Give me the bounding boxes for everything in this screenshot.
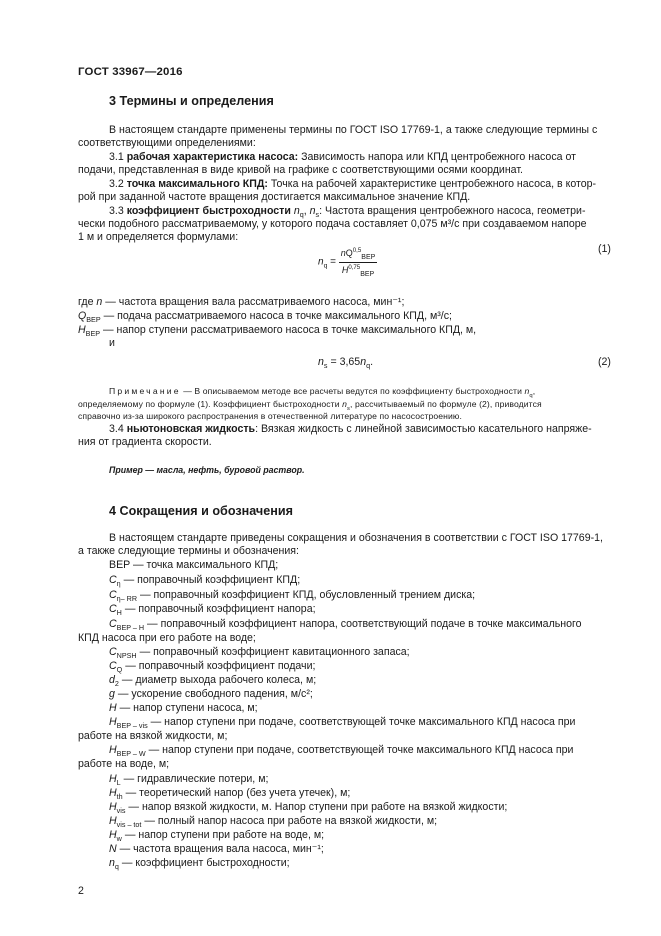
list-item-continuation: работе на вязкой жидкости, м;	[78, 730, 228, 742]
list-item: N — частота вращения вала насоса, мин⁻¹;	[109, 843, 324, 855]
document-header: ГОСТ 33967—2016	[78, 66, 183, 78]
term-3-3-line2: чески подобного рассматриваемому, у которого подача составляет 0,075 м³/с при создаваемом напоре	[78, 218, 587, 230]
section-4-intro-line1: В настоящем стандарте приведены сокращения и обозначения в соответствии с ГОСТ ISO 17769-1,	[109, 532, 603, 544]
section-3-intro-line1: В настоящем стандарте применены термины по ГОСТ ISO 17769-1, а также следующие термины с	[109, 124, 598, 136]
section-3-heading: 3 Термины и определения	[109, 94, 274, 108]
term-3-1-line2: подачи, представленная в виде кривой на графике с соответствующими осями координат.	[78, 164, 523, 176]
list-item: $H_w$ — напор ступени при работе на воде, м;	[109, 829, 325, 843]
formula-2-number: (2)	[598, 356, 611, 368]
term-3-1-number: 3.1	[109, 151, 124, 163]
section-3-intro-line2: соответствующими определениями:	[78, 137, 256, 149]
example: Пример — масла, нефть, буровой раствор.	[109, 465, 305, 475]
definition-n: где n — частота вращения вала рассматриваемого насоса, мин⁻¹;	[78, 296, 405, 308]
list-item: $d_2$ — диаметр выхода рабочего колеса, м;	[109, 674, 317, 688]
formula-1-fraction: $\frac{nQ^{0,5}_{BEP}}{H^{0,75}_{BEP}}$	[340, 247, 376, 278]
definition-qbep: $Q_{BEP}$ — подача рассматриваемого насоса в точке максимального КПД, м³/с;	[78, 310, 452, 324]
term-3-3	[109, 205, 586, 219]
term-3-4-text: : Вязкая жидкость с линейной зависимостью касательного напряже-	[255, 423, 592, 435]
term-3-4-number: 3.4	[109, 423, 124, 435]
formula-2: $n_s = 3,65n_q$.	[318, 356, 374, 370]
term-3-3-number: 3.3	[109, 205, 124, 217]
section-4-intro-line2: а также следующие термины и обозначения:	[78, 545, 299, 557]
term-3-3-symbols: $n_q$, $n_s$:	[293, 205, 323, 219]
list-item-continuation: КПД насоса при его работе на воде;	[78, 632, 256, 644]
list-item: $H_{vis - tot}$ — полный напор насоса при работе на вязкой жидкости, м;	[109, 815, 438, 829]
formula-1: $n_q$ = $\frac{nQ^{0,5}_{BEP}}{H^{0,75}_{BEP}}$	[318, 247, 376, 278]
list-item: $C_\eta$ — поправочный коэффициент КПД;	[109, 574, 301, 588]
term-3-1-title: рабочая характеристика насоса:	[126, 151, 299, 163]
term-3-4-line2: ния от градиента скорости.	[78, 436, 212, 448]
list-item: $C_{NPSH}$ — поправочный коэффициент кавитационного запаса;	[109, 646, 410, 660]
section-4-heading: 4 Сокращения и обозначения	[109, 504, 293, 518]
term-3-3-line3: 1 м и определяется формулами:	[78, 231, 239, 243]
term-3-2-line2: рой при заданной частоте вращения достигается максимальное значение КПД.	[78, 191, 471, 203]
term-3-3-text: Частота вращения центробежного насоса, геометри-	[325, 205, 586, 217]
list-item: g — ускорение свободного падения, м/с²;	[109, 688, 313, 700]
list-item: $C_Q$ — поправочный коэффициент подачи;	[109, 660, 316, 674]
definition-hbep: $H_{BEP}$ — напор ступени рассматриваемого насоса в точке максимального КПД, м,	[78, 324, 477, 338]
list-item: $H_L$ — гидравлические потери, м;	[109, 773, 269, 787]
term-3-3-title: коэффициент быстроходности	[126, 205, 291, 217]
term-3-1-text: Зависимость напора или КПД центробежного насоса от	[301, 151, 576, 163]
note-label: Примечание	[109, 386, 181, 396]
term-3-4	[109, 423, 592, 437]
list-item: $C_{\eta- RR}$ — поправочный коэффициент КПД, обусловленный трением диска;	[109, 589, 476, 603]
note-line3: справочно из-за широкого распространения в отечественной литературе по насосостроению.	[78, 411, 462, 421]
term-3-2-number: 3.2	[109, 178, 124, 190]
conjunction-and: и	[109, 337, 115, 349]
term-3-2-title: точка максимального КПД:	[126, 178, 268, 190]
term-3-2	[109, 178, 596, 192]
list-item: BEP — точка максимального КПД;	[109, 559, 279, 571]
list-item: $C_{BEP - H}$ — поправочный коэффициент напора, соответствующий подаче в точке максимального	[109, 618, 582, 632]
list-item: $H_{BEP - W}$ — напор ступени при подаче, соответствующей точке максимального КПД насоса при	[109, 744, 574, 758]
term-3-2-text: Точка на рабочей характеристике центробежного насоса, в котор-	[270, 178, 597, 190]
note-line1: Примечание — В описываемом методе все расчеты ведутся по коэффициенту быстроходности $n_q$,	[109, 386, 536, 399]
note-line2: определяемому по формуле (1). Коэффициент быстроходности $n_s$, рассчитываемый по формуле (2), приводится	[78, 399, 542, 412]
list-item: $H_{vis}$ — напор вязкой жидкости, м. Напор ступени при работе на вязкой жидкости;	[109, 801, 508, 815]
term-3-4-title: ньютоновская жидкость	[126, 423, 256, 435]
list-item: $H_{BEP - vis}$ — напор ступени при подаче, соответствующей точке максимального КПД насоса при	[109, 716, 576, 730]
list-item: H — напор ступени насоса, м;	[109, 702, 258, 714]
list-item: $H_{th}$ — теоретический напор (без учета утечек), м;	[109, 787, 351, 801]
term-3-1	[109, 151, 576, 165]
formula-1-number: (1)	[598, 243, 611, 255]
list-item: $n_q$ — коэффициент быстроходности;	[109, 857, 290, 871]
page-number: 2	[78, 885, 84, 897]
list-item: $C_H$ — поправочный коэффициент напора;	[109, 603, 316, 617]
list-item-continuation: работе на воде, м;	[78, 758, 170, 770]
